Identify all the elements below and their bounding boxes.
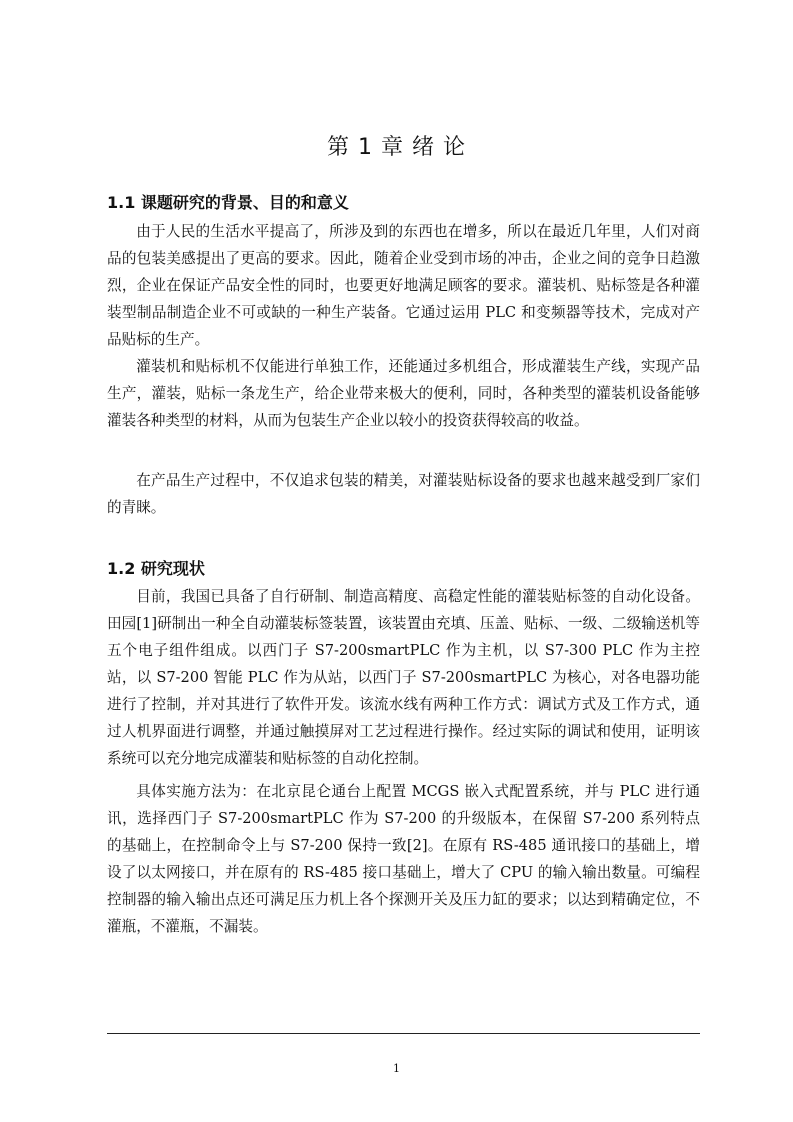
- paragraph: 由于人民的生活水平提高了，所涉及到的东西也在增多，所以在最近几年里，人们对商品的包装美感提出了更高的要求。因此，随着企业受到市场的冲击，企业之间的竞争日趋激烈，企业在保证产品安全性的同时，也要更好地满足顾客的要求。灌装机、贴标签是各种灌装型制品制造企业不可或缺的一种生产装备。它通过运用 PLC 和变频器等技术，完成对产品贴标的生产。: [107, 223, 700, 348]
- page-number: 1: [393, 1062, 400, 1075]
- paragraph: 目前，我国已具备了自行研制、制造高精度、高稳定性能的灌装贴标签的自动化设备。田园[1]研制出一种全自动灌装标签装置，该装置由充填、压盖、贴标、一级、二级输送机等五个电子组件组成。以西门子 S7-200smartPLC 作为主机，以 S7-300 PLC 作为主控站，以 S7-200 智能 PLC 作为从站，以西门子 S7-200smartPLC 为核心，对各电器功能进行了控制，并对其进行了软件开发。该流水线有两种工作方式：调试方式及工作方式，通过人机界面进行调整，并通过触摸屏对工艺过程进行操作。经过实际的调试和使用，证明该系统可以充分地完成灌装和贴标签的自动化控制。: [107, 588, 700, 767]
- footer-divider: [107, 1033, 700, 1034]
- paragraph: 在产品生产过程中，不仅追求包装的精美，对灌装贴标设备的要求也越来越受到厂家们的青睐。: [107, 472, 700, 516]
- paragraph: 灌装机和贴标机不仅能进行单独工作，还能通过多机组合，形成灌装生产线，实现产品生产，灌装，贴标一条龙生产，给企业带来极大的便利，同时，各种类型的灌装机设备能够灌装各种类型的材料，从而为包装生产企业以较小的投资获得较高的收益。: [107, 358, 700, 429]
- chapter-title: 第 1 章 绪 论: [327, 135, 466, 160]
- section-heading-1-1: 1.1 课题研究的背景、目的和意义: [107, 193, 349, 212]
- paragraph: 具体实施方法为：在北京昆仑通台上配置 MCGS 嵌入式配置系统，并与 PLC 进行通讯，选择西门子 S7-200smartPLC 作为 S7-200 的升级版本，在保留 S7-200 系列特点的基础上，在控制命令上与 S7-200 保持一致[2]。在原有 RS-485 通讯接口的基础上，增设了以太网接口，并在原有的 RS-485 接口基础上，增大了 CPU 的输入输出数量。可编程控制器的输入输出点还可满足压力机上各个探测开关及压力缸的要求；以达到精确定位，不灌瓶，不灌瓶，不漏装。: [107, 783, 700, 935]
- section-heading-1-2: 1.2 研究现状: [107, 559, 205, 578]
